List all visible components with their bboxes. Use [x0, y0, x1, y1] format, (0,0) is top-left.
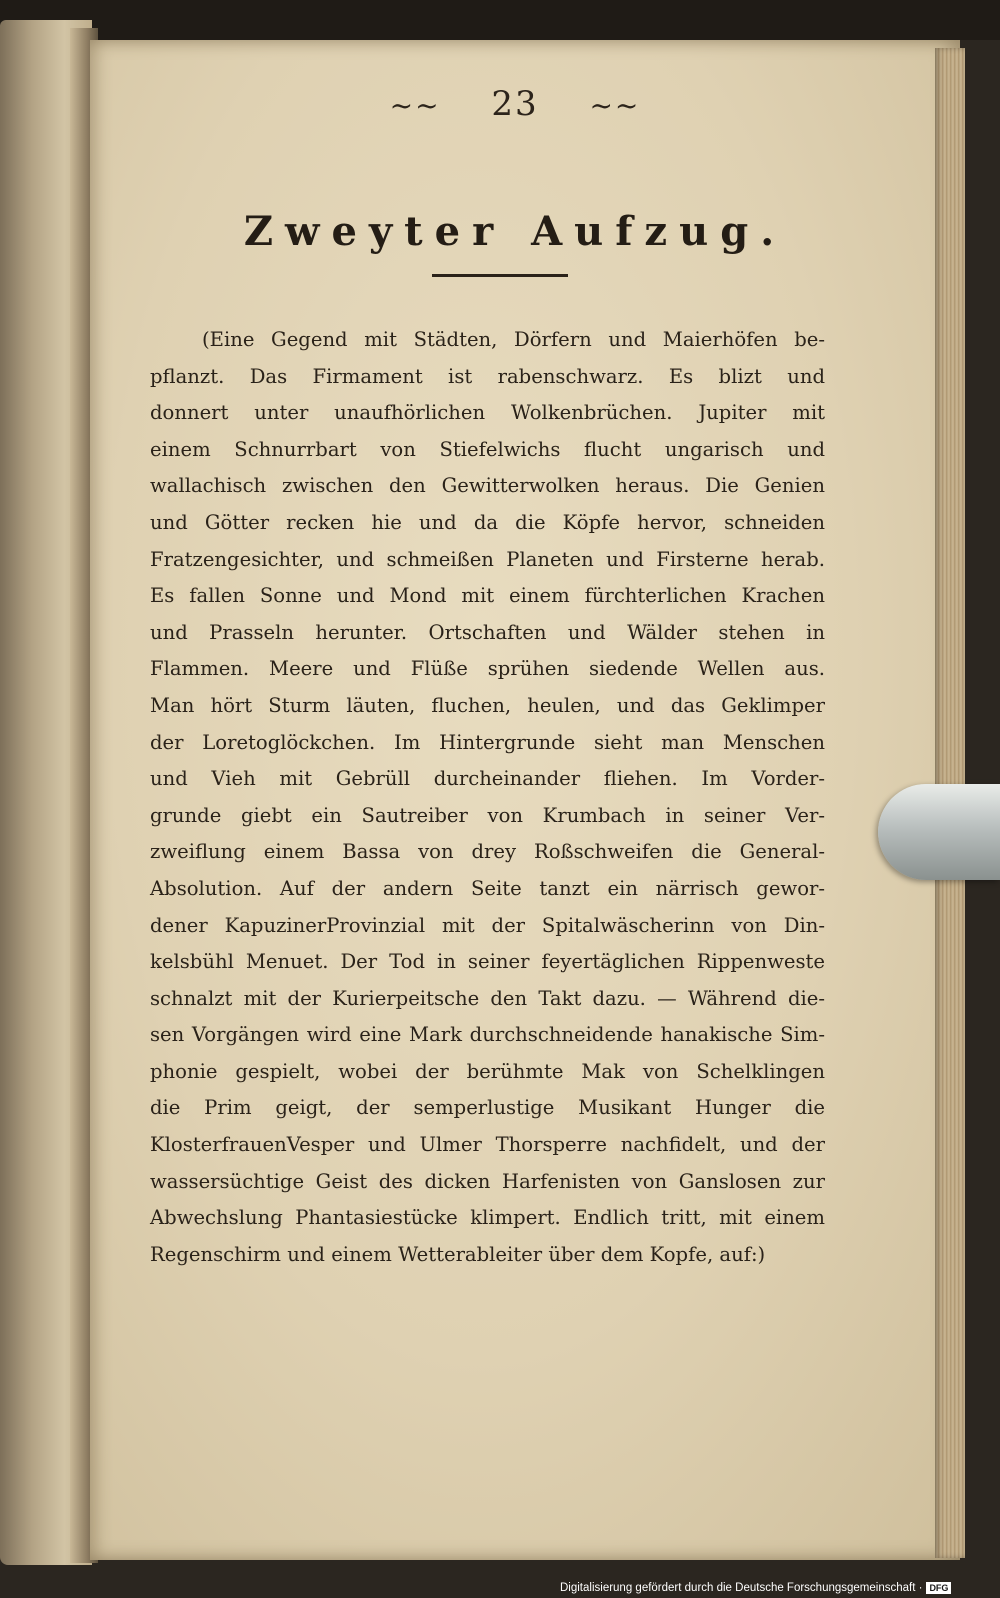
text-line: wallachisch zwischen den Gewitterwolken heraus. Die Genien	[150, 474, 825, 498]
text-line: zweiflung einem Bassa von drey Roßschweifen die General-	[150, 840, 825, 864]
text-line: Fratzengesichter, und schmeißen Planeten und Firsterne herab.	[150, 547, 825, 571]
header-ornament-left: ~~	[389, 89, 441, 122]
text-line: donnert unter unaufhörlichen Wolkenbrüchen. Jupiter mit	[150, 401, 825, 425]
footer-text: Digitalisierung gefördert durch die Deutsche Forschungsgemeinschaft ·	[560, 1582, 923, 1594]
text-line: KlosterfrauenVesper und Ulmer Thorsperre nachfidelt, und der	[150, 1133, 825, 1157]
text-line: Regenschirm und einem Wetterableiter über dem Kopfe, auf:)	[150, 1242, 766, 1266]
text-line: Absolution. Auf der andern Seite tanzt ein närrisch gewor-	[150, 876, 825, 900]
title-rule	[432, 274, 568, 277]
page-number: 23	[491, 84, 539, 124]
text-line: einem Schnurrbart von Stiefelwichs flucht ungarisch und	[150, 437, 825, 461]
text-line: kelsbühl Menuet. Der Tod in seiner feyertäglichen Rippenweste	[150, 950, 825, 974]
page-header	[90, 84, 940, 124]
text-line: pflanzt. Das Firmament ist rabenschwarz. Es blizt und	[150, 364, 825, 388]
text-line: schnalzt mit der Kurierpeitsche den Takt dazu. — Während die-	[150, 986, 825, 1010]
text-line: Abwechslung Phantasiestücke klimpert. Endlich tritt, mit einem	[150, 1206, 825, 1230]
text-line: wassersüchtige Geist des dicken Harfenisten von Ganslosen zur	[150, 1169, 825, 1193]
text-line: phonie gespielt, wobei der berühmte Mak von Schelklingen	[150, 1059, 825, 1083]
text-line: und Götter recken hie und da die Köpfe hervor, schneiden	[150, 510, 825, 534]
footer-credit	[560, 1578, 1000, 1598]
scan-background	[0, 0, 1000, 40]
text-line: grunde giebt ein Sautreiber von Krumbach in seiner Ver-	[150, 803, 825, 827]
text-line: und Vieh mit Gebrüll durcheinander fliehen. Im Vorder-	[150, 767, 825, 791]
text-line: Flammen. Meere und Flüße sprühen siedende Wellen aus.	[150, 657, 825, 681]
text-line: Man hört Sturm läuten, fluchen, heulen, und das Geklimper	[150, 693, 825, 717]
dfg-logo: DFG	[926, 1582, 951, 1594]
text-line: Es fallen Sonne und Mond mit einem fürchterlichen Krachen	[150, 584, 825, 608]
body-text	[150, 322, 825, 1273]
text-line: der Loretoglöckchen. Im Hintergrunde sieht man Menschen	[150, 730, 825, 754]
header-ornament-right: ~~	[589, 89, 641, 122]
text-line: dener KapuzinerProvinzial mit der Spitalwäscherinn von Din-	[150, 913, 825, 937]
text-line: (Eine Gegend mit Städten, Dörfern und Maierhöfen be-	[202, 328, 825, 351]
text-line: die Prim geigt, der semperlustige Musikant Hunger die	[150, 1096, 825, 1120]
text-line: und Prasseln herunter. Ortschaften und Wälder stehen in	[150, 620, 825, 644]
page-title: Zweyter Aufzug.	[243, 208, 787, 255]
text-line: sen Vorgängen wird eine Mark durchschneidende hanakische Sim-	[150, 1023, 825, 1047]
page-clip	[878, 784, 1000, 880]
